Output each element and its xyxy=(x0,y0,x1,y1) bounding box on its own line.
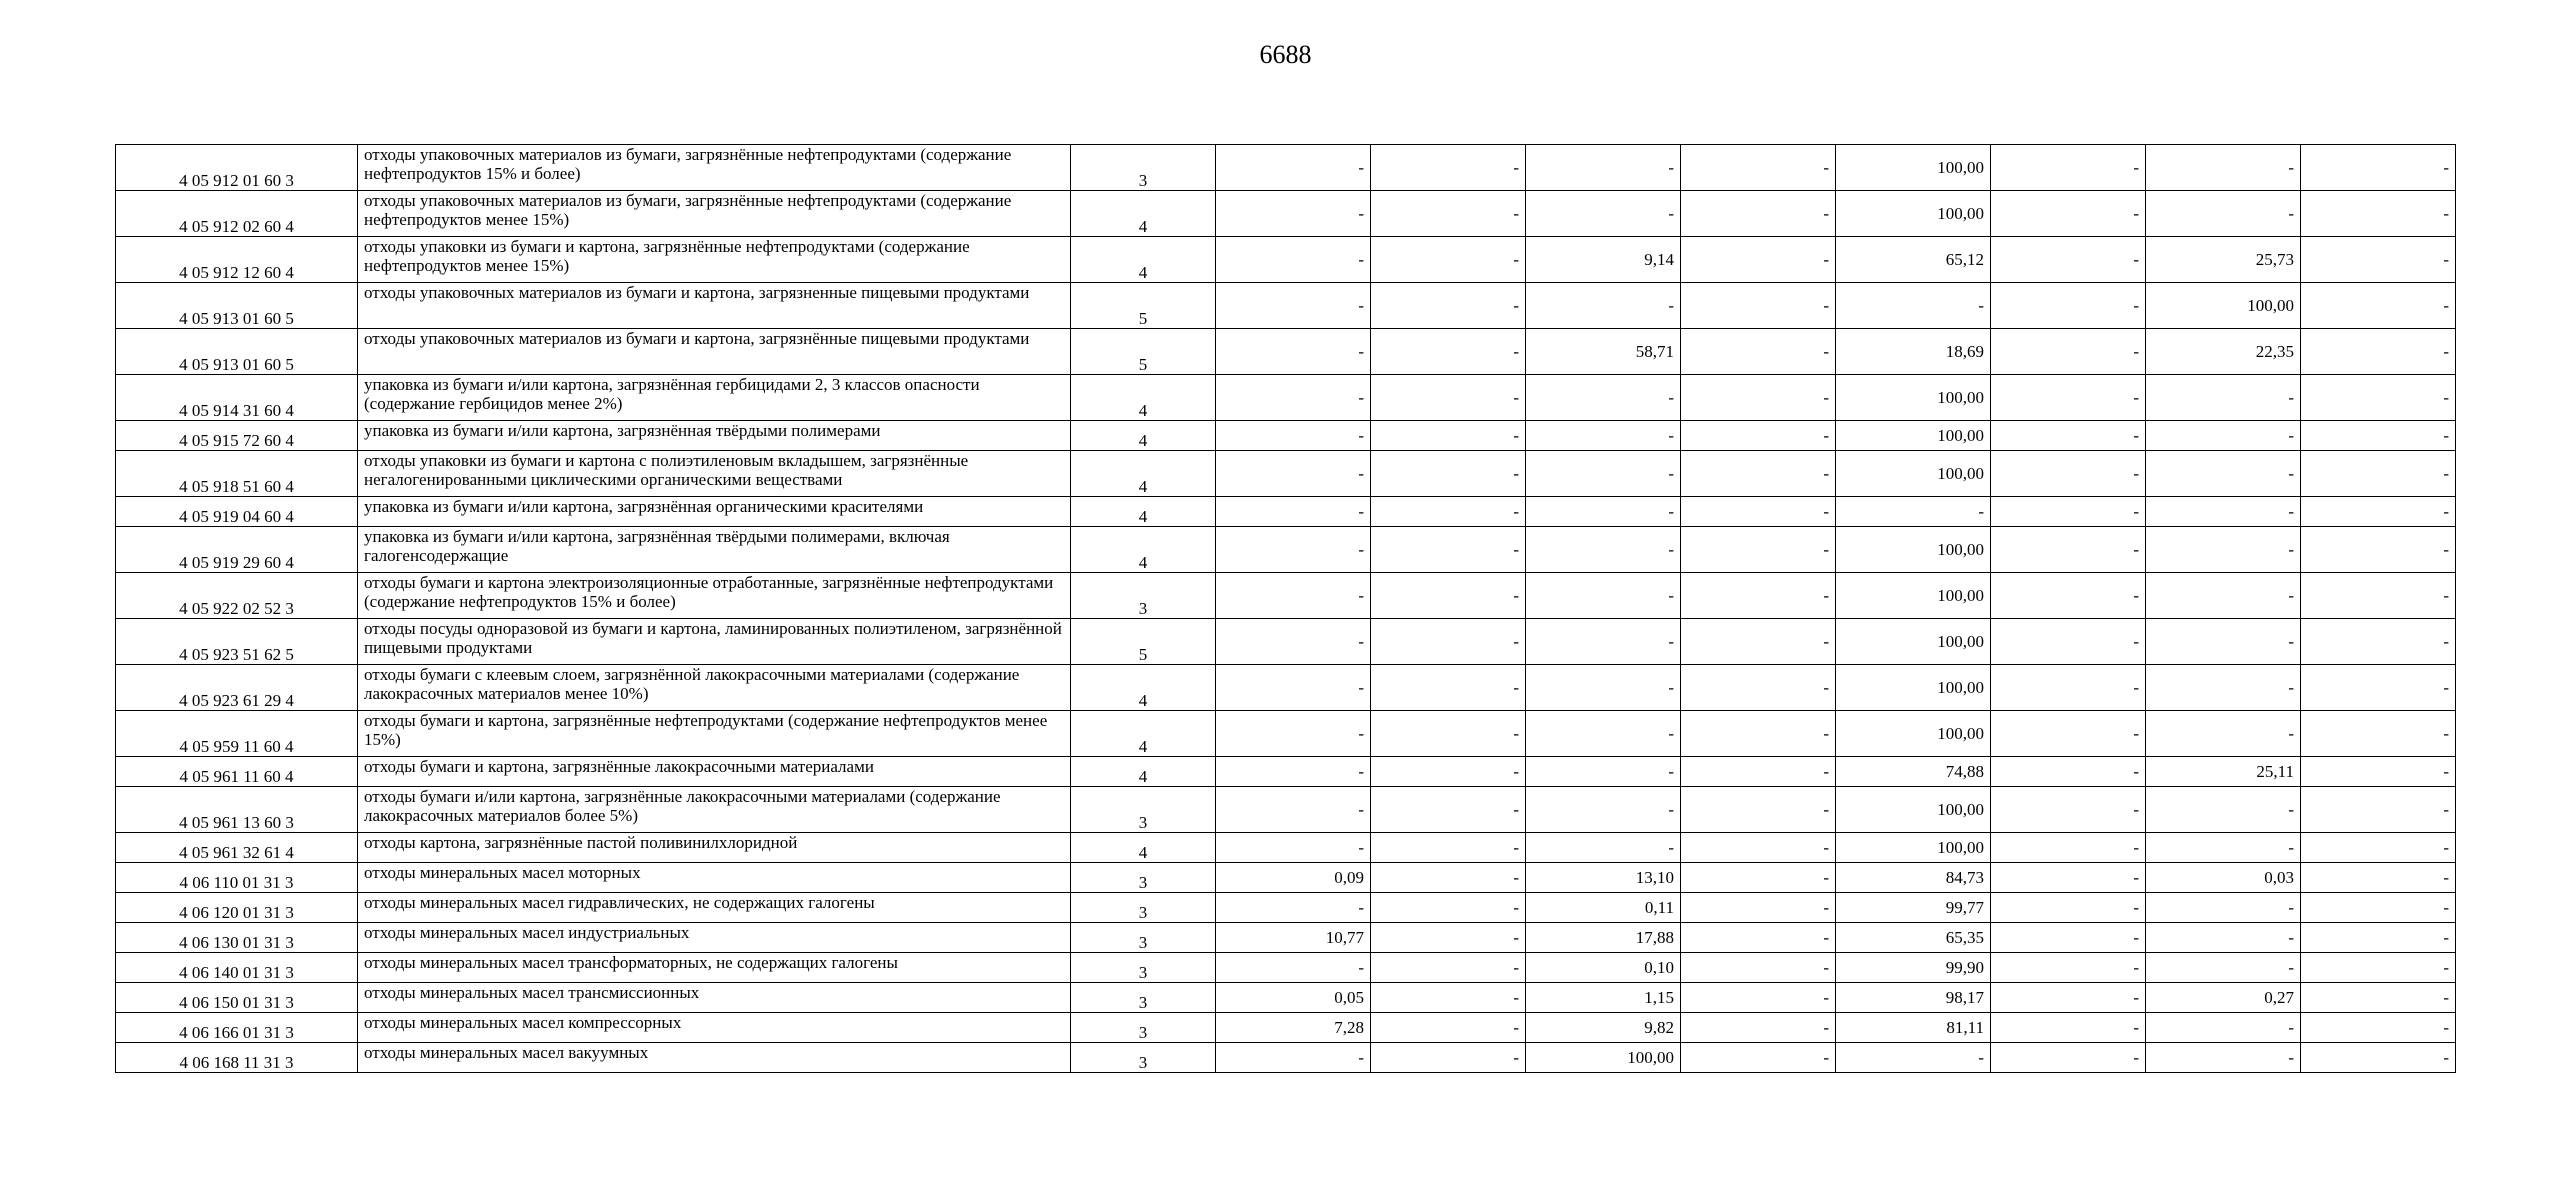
value-cell-3: - xyxy=(1526,375,1681,421)
hazard-class-cell: 4 xyxy=(1071,833,1216,863)
waste-name-cell: отходы бумаги и/или картона, загрязнённые лакокрасочными материалами (содержание лакокрасочных материалов более 5%) xyxy=(358,787,1071,833)
value-cell-7: - xyxy=(2146,1043,2301,1073)
value-cell-7: - xyxy=(2146,833,2301,863)
value-cell-4: - xyxy=(1681,711,1836,757)
value-cell-5: 100,00 xyxy=(1836,145,1991,191)
value-cell-3: - xyxy=(1526,833,1681,863)
value-cell-7: 25,11 xyxy=(2146,757,2301,787)
value-cell-7: - xyxy=(2146,665,2301,711)
value-cell-8: - xyxy=(2301,893,2456,923)
table-row xyxy=(116,953,2456,983)
value-cell-6: - xyxy=(1991,145,2146,191)
value-cell-5: 65,35 xyxy=(1836,923,1991,953)
waste-code-cell: 4 06 120 01 31 3 xyxy=(116,893,358,923)
value-cell-1: - xyxy=(1216,619,1371,665)
table-row xyxy=(116,665,2456,711)
hazard-class-cell: 4 xyxy=(1071,497,1216,527)
value-cell-5: 81,11 xyxy=(1836,1013,1991,1043)
hazard-class-cell: 4 xyxy=(1071,527,1216,573)
value-cell-6: - xyxy=(1991,1043,2146,1073)
value-cell-2: - xyxy=(1371,497,1526,527)
waste-code-cell: 4 05 913 01 60 5 xyxy=(116,329,358,375)
value-cell-3: - xyxy=(1526,665,1681,711)
hazard-class-cell: 4 xyxy=(1071,711,1216,757)
table-row xyxy=(116,329,2456,375)
value-cell-3: 0,10 xyxy=(1526,953,1681,983)
waste-code-cell: 4 06 130 01 31 3 xyxy=(116,923,358,953)
table-row xyxy=(116,191,2456,237)
table-row xyxy=(116,833,2456,863)
value-cell-5: 100,00 xyxy=(1836,787,1991,833)
value-cell-7: 0,03 xyxy=(2146,863,2301,893)
value-cell-6: - xyxy=(1991,665,2146,711)
waste-name-cell: отходы минеральных масел трансмиссионных xyxy=(358,983,1071,1013)
table-body xyxy=(116,145,2456,1073)
hazard-class-cell: 3 xyxy=(1071,893,1216,923)
hazard-class-cell: 4 xyxy=(1071,191,1216,237)
waste-code-cell: 4 06 166 01 31 3 xyxy=(116,1013,358,1043)
value-cell-7: - xyxy=(2146,145,2301,191)
value-cell-6: - xyxy=(1991,573,2146,619)
value-cell-8: - xyxy=(2301,375,2456,421)
hazard-class-cell: 5 xyxy=(1071,283,1216,329)
value-cell-2: - xyxy=(1371,923,1526,953)
value-cell-4: - xyxy=(1681,451,1836,497)
waste-code-cell: 4 05 919 04 60 4 xyxy=(116,497,358,527)
value-cell-2: - xyxy=(1371,573,1526,619)
value-cell-8: - xyxy=(2301,757,2456,787)
value-cell-6: - xyxy=(1991,191,2146,237)
hazard-class-cell: 3 xyxy=(1071,863,1216,893)
waste-name-cell: отходы упаковки из бумаги и картона, загрязнённые нефтепродуктами (содержание нефтепродуктов менее 15%) xyxy=(358,237,1071,283)
value-cell-8: - xyxy=(2301,573,2456,619)
value-cell-1: - xyxy=(1216,833,1371,863)
value-cell-4: - xyxy=(1681,953,1836,983)
value-cell-8: - xyxy=(2301,451,2456,497)
table-row xyxy=(116,757,2456,787)
value-cell-7: - xyxy=(2146,573,2301,619)
value-cell-5: 65,12 xyxy=(1836,237,1991,283)
value-cell-6: - xyxy=(1991,497,2146,527)
value-cell-1: - xyxy=(1216,573,1371,619)
value-cell-8: - xyxy=(2301,923,2456,953)
value-cell-2: - xyxy=(1371,1043,1526,1073)
value-cell-2: - xyxy=(1371,665,1526,711)
value-cell-2: - xyxy=(1371,191,1526,237)
value-cell-1: - xyxy=(1216,375,1371,421)
value-cell-2: - xyxy=(1371,283,1526,329)
value-cell-7: - xyxy=(2146,711,2301,757)
hazard-class-cell: 4 xyxy=(1071,757,1216,787)
value-cell-4: - xyxy=(1681,757,1836,787)
value-cell-2: - xyxy=(1371,1013,1526,1043)
value-cell-3: 0,11 xyxy=(1526,893,1681,923)
value-cell-8: - xyxy=(2301,237,2456,283)
table-row xyxy=(116,711,2456,757)
value-cell-7: - xyxy=(2146,893,2301,923)
value-cell-4: - xyxy=(1681,573,1836,619)
value-cell-7: - xyxy=(2146,191,2301,237)
value-cell-3: 1,15 xyxy=(1526,983,1681,1013)
value-cell-5: 98,17 xyxy=(1836,983,1991,1013)
value-cell-3: - xyxy=(1526,711,1681,757)
table-row xyxy=(116,145,2456,191)
table-row xyxy=(116,1013,2456,1043)
waste-code-cell: 4 05 923 51 62 5 xyxy=(116,619,358,665)
value-cell-2: - xyxy=(1371,375,1526,421)
waste-code-cell: 4 06 150 01 31 3 xyxy=(116,983,358,1013)
hazard-class-cell: 3 xyxy=(1071,145,1216,191)
value-cell-7: - xyxy=(2146,923,2301,953)
waste-code-cell: 4 05 913 01 60 5 xyxy=(116,283,358,329)
value-cell-2: - xyxy=(1371,421,1526,451)
value-cell-6: - xyxy=(1991,329,2146,375)
value-cell-6: - xyxy=(1991,527,2146,573)
value-cell-2: - xyxy=(1371,451,1526,497)
waste-code-cell: 4 05 912 02 60 4 xyxy=(116,191,358,237)
value-cell-2: - xyxy=(1371,833,1526,863)
waste-name-cell: отходы минеральных масел компрессорных xyxy=(358,1013,1071,1043)
value-cell-3: - xyxy=(1526,787,1681,833)
value-cell-3: - xyxy=(1526,145,1681,191)
value-cell-3: 13,10 xyxy=(1526,863,1681,893)
value-cell-4: - xyxy=(1681,191,1836,237)
value-cell-8: - xyxy=(2301,711,2456,757)
value-cell-8: - xyxy=(2301,833,2456,863)
value-cell-1: - xyxy=(1216,527,1371,573)
value-cell-4: - xyxy=(1681,1013,1836,1043)
waste-name-cell: отходы минеральных масел трансформаторных, не содержащих галогены xyxy=(358,953,1071,983)
waste-name-cell: отходы картона, загрязнённые пастой поливинилхлоридной xyxy=(358,833,1071,863)
table-row xyxy=(116,893,2456,923)
hazard-class-cell: 4 xyxy=(1071,237,1216,283)
value-cell-7: 25,73 xyxy=(2146,237,2301,283)
waste-name-cell: отходы минеральных масел вакуумных xyxy=(358,1043,1071,1073)
value-cell-1: 0,05 xyxy=(1216,983,1371,1013)
value-cell-2: - xyxy=(1371,619,1526,665)
value-cell-5: 100,00 xyxy=(1836,665,1991,711)
value-cell-4: - xyxy=(1681,1043,1836,1073)
value-cell-5: 100,00 xyxy=(1836,191,1991,237)
waste-name-cell: отходы упаковочных материалов из бумаги и картона, загрязненные пищевыми продуктами xyxy=(358,283,1071,329)
hazard-class-cell: 4 xyxy=(1071,421,1216,451)
value-cell-3: 9,82 xyxy=(1526,1013,1681,1043)
value-cell-5: 18,69 xyxy=(1836,329,1991,375)
waste-name-cell: упаковка из бумаги и/или картона, загрязнённая гербицидами 2, 3 классов опасности (содержание гербицидов менее 2%) xyxy=(358,375,1071,421)
hazard-class-cell: 3 xyxy=(1071,983,1216,1013)
value-cell-1: - xyxy=(1216,237,1371,283)
value-cell-6: - xyxy=(1991,953,2146,983)
value-cell-8: - xyxy=(2301,983,2456,1013)
value-cell-5: 100,00 xyxy=(1836,451,1991,497)
value-cell-8: - xyxy=(2301,283,2456,329)
hazard-class-cell: 3 xyxy=(1071,787,1216,833)
value-cell-5: 100,00 xyxy=(1836,421,1991,451)
value-cell-3: 100,00 xyxy=(1526,1043,1681,1073)
waste-name-cell: отходы бумаги с клеевым слоем, загрязнённой лакокрасочными материалами (содержание лакокрасочных материалов менее 10%) xyxy=(358,665,1071,711)
value-cell-6: - xyxy=(1991,375,2146,421)
table-row xyxy=(116,375,2456,421)
table-row xyxy=(116,619,2456,665)
value-cell-5: 100,00 xyxy=(1836,573,1991,619)
value-cell-3: - xyxy=(1526,619,1681,665)
hazard-class-cell: 3 xyxy=(1071,953,1216,983)
value-cell-8: - xyxy=(2301,329,2456,375)
waste-name-cell: отходы упаковочных материалов из бумаги, загрязнённые нефтепродуктами (содержание нефтепродуктов 15% и более) xyxy=(358,145,1071,191)
table-row xyxy=(116,283,2456,329)
waste-code-cell: 4 05 961 13 60 3 xyxy=(116,787,358,833)
waste-code-cell: 4 05 919 29 60 4 xyxy=(116,527,358,573)
value-cell-4: - xyxy=(1681,893,1836,923)
table-row xyxy=(116,497,2456,527)
value-cell-8: - xyxy=(2301,953,2456,983)
hazard-class-cell: 5 xyxy=(1071,329,1216,375)
value-cell-2: - xyxy=(1371,711,1526,757)
value-cell-3: - xyxy=(1526,757,1681,787)
value-cell-1: 0,09 xyxy=(1216,863,1371,893)
hazard-class-cell: 3 xyxy=(1071,923,1216,953)
table-row xyxy=(116,787,2456,833)
hazard-class-cell: 3 xyxy=(1071,573,1216,619)
value-cell-2: - xyxy=(1371,893,1526,923)
value-cell-7: 0,27 xyxy=(2146,983,2301,1013)
value-cell-3: - xyxy=(1526,451,1681,497)
hazard-class-cell: 5 xyxy=(1071,619,1216,665)
value-cell-5: 100,00 xyxy=(1836,833,1991,863)
value-cell-6: - xyxy=(1991,619,2146,665)
value-cell-4: - xyxy=(1681,863,1836,893)
value-cell-5: 99,90 xyxy=(1836,953,1991,983)
table-row xyxy=(116,863,2456,893)
table-row xyxy=(116,983,2456,1013)
waste-code-cell: 4 05 959 11 60 4 xyxy=(116,711,358,757)
waste-table xyxy=(115,144,2456,1073)
waste-code-cell: 4 05 912 01 60 3 xyxy=(116,145,358,191)
waste-name-cell: отходы бумаги и картона электроизоляционные отработанные, загрязнённые нефтепродуктами (содержание нефтепродуктов 15% и более) xyxy=(358,573,1071,619)
value-cell-1: - xyxy=(1216,421,1371,451)
hazard-class-cell: 4 xyxy=(1071,375,1216,421)
value-cell-6: - xyxy=(1991,1013,2146,1043)
value-cell-1: - xyxy=(1216,145,1371,191)
value-cell-2: - xyxy=(1371,757,1526,787)
value-cell-1: - xyxy=(1216,953,1371,983)
value-cell-4: - xyxy=(1681,787,1836,833)
value-cell-4: - xyxy=(1681,237,1836,283)
waste-name-cell: упаковка из бумаги и/или картона, загрязнённая твёрдыми полимерами xyxy=(358,421,1071,451)
value-cell-2: - xyxy=(1371,145,1526,191)
value-cell-3: - xyxy=(1526,191,1681,237)
waste-name-cell: отходы бумаги и картона, загрязнённые нефтепродуктами (содержание нефтепродуктов менее 15%) xyxy=(358,711,1071,757)
waste-code-cell: 4 05 915 72 60 4 xyxy=(116,421,358,451)
table-row xyxy=(116,451,2456,497)
value-cell-4: - xyxy=(1681,527,1836,573)
value-cell-4: - xyxy=(1681,421,1836,451)
value-cell-5: 100,00 xyxy=(1836,711,1991,757)
value-cell-6: - xyxy=(1991,237,2146,283)
value-cell-8: - xyxy=(2301,863,2456,893)
value-cell-2: - xyxy=(1371,237,1526,283)
waste-name-cell: отходы упаковки из бумаги и картона с полиэтиленовым вкладышем, загрязнённые негалогенированными циклическими органическими веществами xyxy=(358,451,1071,497)
hazard-class-cell: 3 xyxy=(1071,1013,1216,1043)
value-cell-6: - xyxy=(1991,421,2146,451)
value-cell-8: - xyxy=(2301,665,2456,711)
value-cell-7: 100,00 xyxy=(2146,283,2301,329)
value-cell-5: 99,77 xyxy=(1836,893,1991,923)
value-cell-6: - xyxy=(1991,923,2146,953)
value-cell-5: 100,00 xyxy=(1836,375,1991,421)
waste-name-cell: отходы минеральных масел моторных xyxy=(358,863,1071,893)
value-cell-6: - xyxy=(1991,283,2146,329)
page-number: 6688 xyxy=(1259,40,1312,69)
value-cell-4: - xyxy=(1681,145,1836,191)
value-cell-1: - xyxy=(1216,283,1371,329)
value-cell-1: - xyxy=(1216,757,1371,787)
value-cell-8: - xyxy=(2301,191,2456,237)
value-cell-6: - xyxy=(1991,787,2146,833)
value-cell-1: 7,28 xyxy=(1216,1013,1371,1043)
value-cell-5: - xyxy=(1836,497,1991,527)
table-row xyxy=(116,573,2456,619)
value-cell-1: - xyxy=(1216,711,1371,757)
table-row xyxy=(116,923,2456,953)
value-cell-4: - xyxy=(1681,497,1836,527)
value-cell-1: - xyxy=(1216,191,1371,237)
value-cell-7: - xyxy=(2146,375,2301,421)
value-cell-5: 74,88 xyxy=(1836,757,1991,787)
waste-name-cell: отходы бумаги и картона, загрязнённые лакокрасочными материалами xyxy=(358,757,1071,787)
waste-name-cell: отходы упаковочных материалов из бумаги и картона, загрязнённые пищевыми продуктами xyxy=(358,329,1071,375)
value-cell-2: - xyxy=(1371,787,1526,833)
waste-name-cell: отходы минеральных масел гидравлических, не содержащих галогены xyxy=(358,893,1071,923)
waste-name-cell: отходы посуды одноразовой из бумаги и картона, ламинированных полиэтиленом, загрязнённой пищевыми продуктами xyxy=(358,619,1071,665)
value-cell-3: 9,14 xyxy=(1526,237,1681,283)
waste-name-cell: отходы упаковочных материалов из бумаги, загрязнённые нефтепродуктами (содержание нефтепродуктов менее 15%) xyxy=(358,191,1071,237)
waste-code-cell: 4 05 961 32 61 4 xyxy=(116,833,358,863)
value-cell-4: - xyxy=(1681,923,1836,953)
waste-code-cell: 4 05 918 51 60 4 xyxy=(116,451,358,497)
value-cell-5: 100,00 xyxy=(1836,619,1991,665)
waste-name-cell: упаковка из бумаги и/или картона, загрязнённая твёрдыми полимерами, включая галогенсодержащие xyxy=(358,527,1071,573)
value-cell-7: - xyxy=(2146,787,2301,833)
waste-code-cell: 4 05 923 61 29 4 xyxy=(116,665,358,711)
waste-code-cell: 4 05 914 31 60 4 xyxy=(116,375,358,421)
value-cell-3: - xyxy=(1526,527,1681,573)
waste-code-cell: 4 06 168 11 31 3 xyxy=(116,1043,358,1073)
value-cell-5: - xyxy=(1836,283,1991,329)
hazard-class-cell: 4 xyxy=(1071,451,1216,497)
value-cell-3: 17,88 xyxy=(1526,923,1681,953)
value-cell-7: - xyxy=(2146,527,2301,573)
value-cell-1: - xyxy=(1216,497,1371,527)
value-cell-8: - xyxy=(2301,787,2456,833)
waste-code-cell: 4 05 961 11 60 4 xyxy=(116,757,358,787)
value-cell-7: - xyxy=(2146,421,2301,451)
waste-code-cell: 4 05 912 12 60 4 xyxy=(116,237,358,283)
value-cell-8: - xyxy=(2301,497,2456,527)
waste-name-cell: отходы минеральных масел индустриальных xyxy=(358,923,1071,953)
value-cell-1: - xyxy=(1216,1043,1371,1073)
value-cell-4: - xyxy=(1681,665,1836,711)
value-cell-5: 84,73 xyxy=(1836,863,1991,893)
value-cell-7: 22,35 xyxy=(2146,329,2301,375)
waste-code-cell: 4 06 110 01 31 3 xyxy=(116,863,358,893)
value-cell-7: - xyxy=(2146,619,2301,665)
value-cell-2: - xyxy=(1371,863,1526,893)
value-cell-4: - xyxy=(1681,375,1836,421)
table-row xyxy=(116,527,2456,573)
value-cell-8: - xyxy=(2301,527,2456,573)
value-cell-1: - xyxy=(1216,893,1371,923)
value-cell-1: - xyxy=(1216,451,1371,497)
value-cell-1: 10,77 xyxy=(1216,923,1371,953)
hazard-class-cell: 4 xyxy=(1071,665,1216,711)
value-cell-6: - xyxy=(1991,983,2146,1013)
table-row xyxy=(116,1043,2456,1073)
value-cell-6: - xyxy=(1991,757,2146,787)
value-cell-4: - xyxy=(1681,983,1836,1013)
value-cell-1: - xyxy=(1216,665,1371,711)
value-cell-6: - xyxy=(1991,711,2146,757)
value-cell-6: - xyxy=(1991,833,2146,863)
value-cell-7: - xyxy=(2146,1013,2301,1043)
table-row xyxy=(116,421,2456,451)
value-cell-3: 58,71 xyxy=(1526,329,1681,375)
waste-code-cell: 4 06 140 01 31 3 xyxy=(116,953,358,983)
value-cell-3: - xyxy=(1526,421,1681,451)
value-cell-5: - xyxy=(1836,1043,1991,1073)
waste-code-cell: 4 05 922 02 52 3 xyxy=(116,573,358,619)
value-cell-8: - xyxy=(2301,1043,2456,1073)
value-cell-2: - xyxy=(1371,953,1526,983)
value-cell-1: - xyxy=(1216,329,1371,375)
value-cell-4: - xyxy=(1681,619,1836,665)
value-cell-4: - xyxy=(1681,283,1836,329)
value-cell-3: - xyxy=(1526,573,1681,619)
value-cell-7: - xyxy=(2146,953,2301,983)
value-cell-8: - xyxy=(2301,619,2456,665)
value-cell-7: - xyxy=(2146,497,2301,527)
value-cell-8: - xyxy=(2301,1013,2456,1043)
value-cell-6: - xyxy=(1991,451,2146,497)
value-cell-2: - xyxy=(1371,329,1526,375)
value-cell-6: - xyxy=(1991,893,2146,923)
value-cell-2: - xyxy=(1371,983,1526,1013)
hazard-class-cell: 3 xyxy=(1071,1043,1216,1073)
waste-name-cell: упаковка из бумаги и/или картона, загрязнённая органическими красителями xyxy=(358,497,1071,527)
value-cell-4: - xyxy=(1681,329,1836,375)
value-cell-5: 100,00 xyxy=(1836,527,1991,573)
value-cell-4: - xyxy=(1681,833,1836,863)
value-cell-6: - xyxy=(1991,863,2146,893)
value-cell-2: - xyxy=(1371,527,1526,573)
value-cell-8: - xyxy=(2301,145,2456,191)
value-cell-7: - xyxy=(2146,451,2301,497)
value-cell-3: - xyxy=(1526,283,1681,329)
table-row xyxy=(116,237,2456,283)
value-cell-8: - xyxy=(2301,421,2456,451)
value-cell-1: - xyxy=(1216,787,1371,833)
value-cell-3: - xyxy=(1526,497,1681,527)
